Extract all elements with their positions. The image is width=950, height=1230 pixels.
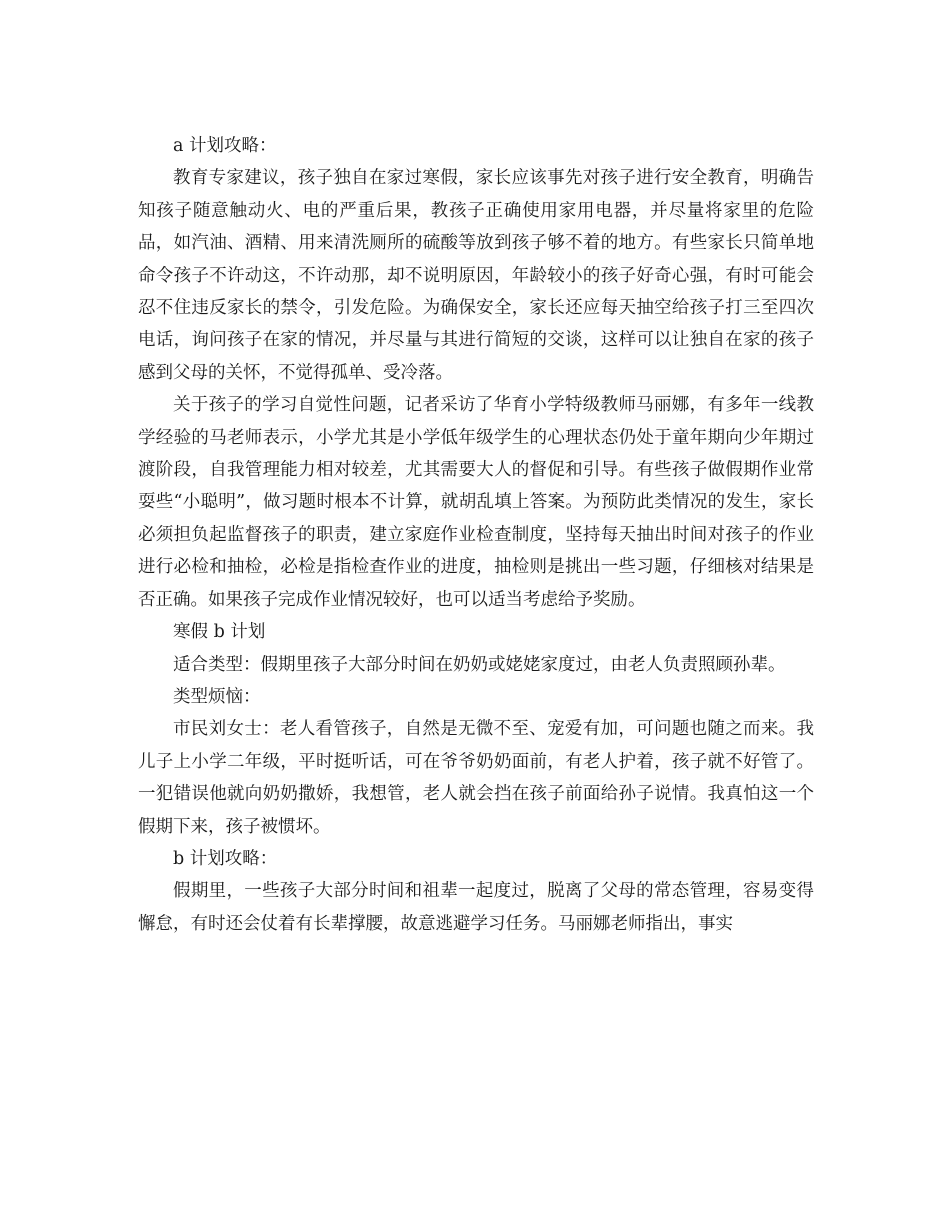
paragraph-suitable-type: 适合类型：假期里孩子大部分时间在奶奶或姥姥家度过，由老人负责照顾孙辈。 — [173, 654, 786, 675]
heading-winter-plan-b: 寒假 b 计划 — [173, 622, 266, 643]
heading-plan-a-strategy: a 计划攻略： — [173, 136, 277, 156]
heading-type-worries: 类型烦恼： — [173, 686, 261, 707]
paragraph-ms-liu-quote: 市民刘女士：老人看管孩子，自然是无微不至、宠爱有加，可问题也随之而来。我儿子上小学二年级，平时挺听话，可在爷爷奶奶面前，有老人护着，孩子就不好管了。一犯错误他就向奶奶撒娇，我想管，老人就会挡在孩子前面给孙子说情。我真怕这一个假期下来，孩子被惯坏。 — [138, 719, 814, 837]
document-page — [138, 130, 814, 940]
paragraph-study-discipline: 关于孩子的学习自觉性问题，记者采访了华育小学特级教师马丽娜，有多年一线教学经验的马老师表示，小学尤其是小学低年级学生的心理状态仍处于童年期向少年期过渡阶段，自我管理能力相对较差，尤其需要大人的督促和引导。有些孩子做假期作业常耍些“小聪明”，做习题时根本不计算，就胡乱填上答案。为预防此类情况的发生，家长必须担负起监督孩子的职责，建立家庭作业检查制度，坚持每天抽出时间对孩子的作业进行必检和抽检，必检是指检查作业的进度，抽检则是挑出一些习题，仔细核对结果是否正确。如果孩子完成作业情况较好，也可以适当考虑给予奖励。 — [138, 395, 814, 610]
heading-plan-b-strategy: b 计划攻略： — [173, 848, 278, 869]
paragraph-safety-education: 教育专家建议，孩子独自在家过寒假，家长应该事先对孩子进行安全教育，明确告知孩子随意触动火、电的严重后果，教孩子正确使用家用电器，并尽量将家里的危险品，如汽油、酒精、用来清洗厕所的硫酸等放到孩子够不着的地方。有些家长只简单地命令孩子不许动这，不许动那，却不说明原因，年龄较小的孩子好奇心强，有时可能会忍不住违反家长的禁令，引发危险。为确保安全，家长还应每天抽空给孩子打三至四次电话，询问孩子在家的情况，并尽量与其进行简短的交谈，这样可以让独自在家的孩子感到父母的关怀，不觉得孤单、受冷落。 — [138, 168, 814, 383]
paragraph-plan-b-body: 假期里，一些孩子大部分时间和祖辈一起度过，脱离了父母的常态管理，容易变得懈怠，有时还会仗着有长辈撑腰，故意逃避学习任务。马丽娜老师指出，事实 — [138, 881, 814, 934]
